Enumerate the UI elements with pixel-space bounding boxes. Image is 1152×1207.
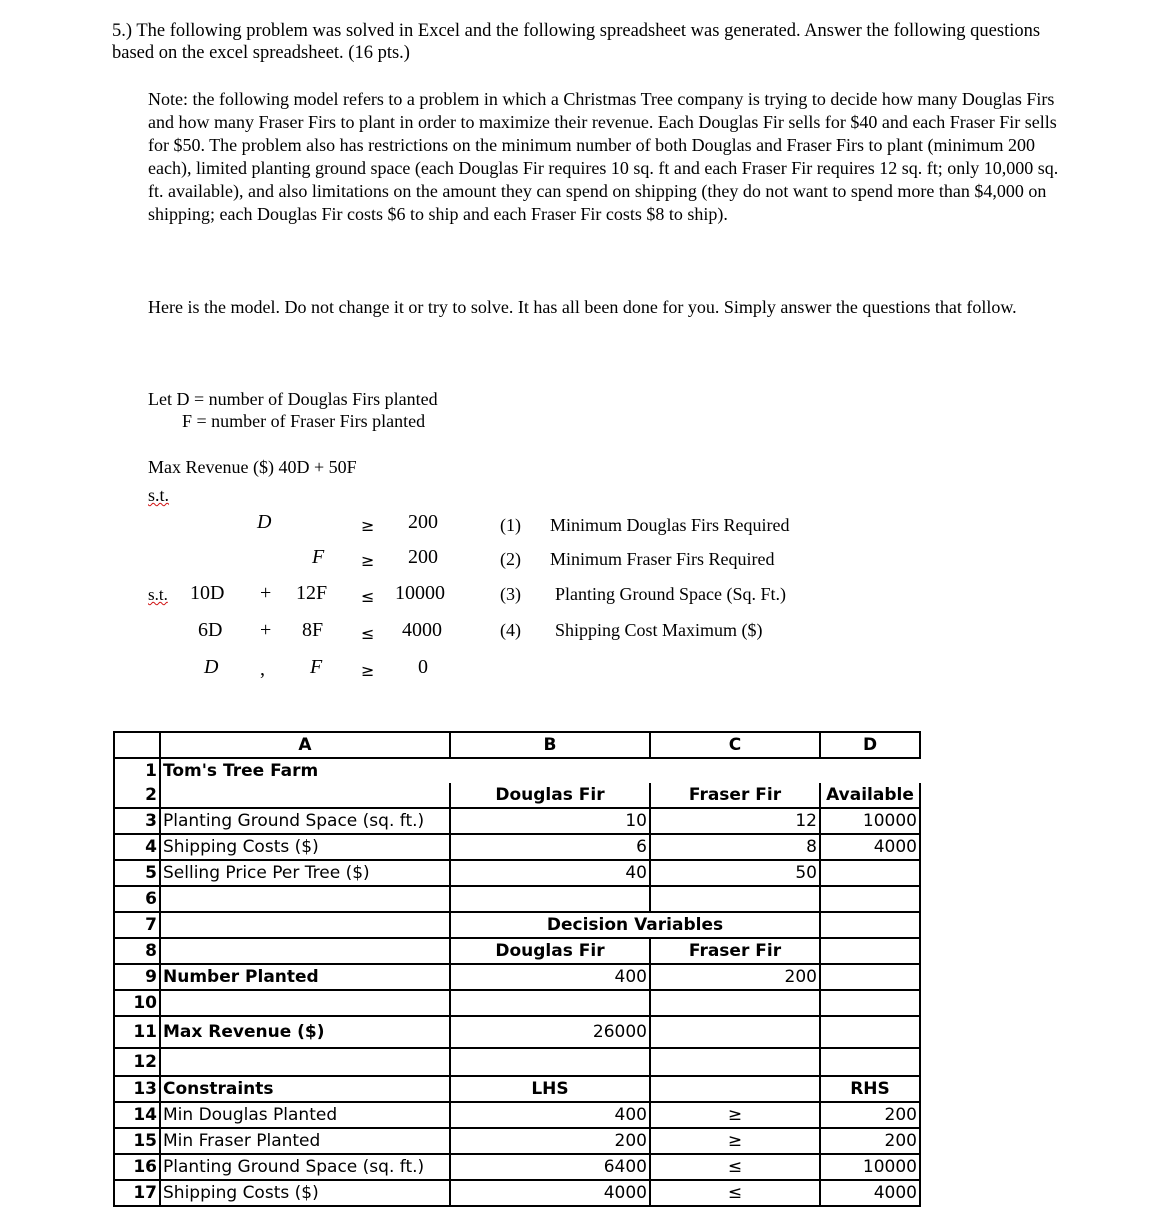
table-row xyxy=(114,1154,920,1180)
cell xyxy=(820,964,920,990)
cell xyxy=(160,912,450,938)
cell xyxy=(160,1048,450,1076)
c4-op: ≤ xyxy=(361,624,375,643)
table-row xyxy=(114,1076,920,1102)
cell xyxy=(160,990,450,1016)
c5-comma: , xyxy=(260,658,265,680)
cell: Fraser Fir xyxy=(650,938,820,964)
c3-description: Planting Ground Space (Sq. Ft.) xyxy=(555,584,786,604)
c1-op: ≥ xyxy=(361,516,375,535)
cell xyxy=(820,886,920,912)
row-number: 1 xyxy=(114,758,160,783)
table-row xyxy=(114,834,920,860)
c5-op: ≥ xyxy=(361,661,375,680)
c2-rhs: 200 xyxy=(408,546,438,568)
row-number: 3 xyxy=(114,808,160,834)
cell xyxy=(650,1016,820,1048)
table-row xyxy=(114,758,920,783)
cell xyxy=(650,1076,820,1102)
var-f-definition: F = number of Fraser Firs planted xyxy=(182,411,426,431)
cell xyxy=(450,886,650,912)
c3-rhs: 10000 xyxy=(395,582,445,604)
model-intro: Here is the model. Do not change it or try to solve. It has all been done for you. Simply answer the questions that follow. xyxy=(148,297,1017,317)
c2-number: (2) xyxy=(500,549,521,569)
c3-plus: + xyxy=(260,582,272,604)
variable-definitions xyxy=(148,388,438,432)
question-header: 5.) The following problem was solved in Excel and the following spreadsheet was generated. Answer the following questions based on the excel spreadsheet. (16 pts.) xyxy=(112,21,1041,63)
cell: 400 xyxy=(450,964,650,990)
cell xyxy=(450,1048,650,1076)
subject-to-label: s.t. xyxy=(148,485,170,505)
c4-term2: 8F xyxy=(302,619,324,641)
cell: ≥ xyxy=(650,1128,820,1154)
row-number: 11 xyxy=(114,1016,160,1048)
c2-op: ≥ xyxy=(361,551,375,570)
table-row xyxy=(114,1102,920,1128)
c2-lhs: F xyxy=(312,546,325,568)
spreadsheet-table xyxy=(113,731,921,1207)
cell: Number Planted xyxy=(160,964,450,990)
cell: 200 xyxy=(450,1128,650,1154)
column-b-header: B xyxy=(450,732,650,758)
problem-note: Note: the following model refers to a problem in which a Christmas Tree company is trying to decide how many Douglas Firs and how many Fraser Firs to plant in order to maximize their revenue. Each Douglas Fir sells for $40 and each Fraser Fir sells for $50. The problem also has restrictions on the minimum number of both Douglas and Fraser Firs to plant (minimum 200 each), limited planting ground space (each Douglas Fir requires 10 sq. ft and each Fraser Fir requires 12 sq. ft; only 10,000 sq. ft. available), and also limitations on the amount they can spend on shipping (they do not want to spend more than $4,000 on shipping; each Douglas Fir costs $6 to ship and each Fraser Fir costs $8 to ship). xyxy=(148,89,1059,224)
table-row xyxy=(114,808,920,834)
cell xyxy=(820,990,920,1016)
table-row xyxy=(114,783,920,808)
cell: LHS xyxy=(450,1076,650,1102)
cell: 400 xyxy=(450,1102,650,1128)
table-row xyxy=(114,1180,920,1206)
table-row xyxy=(114,1016,920,1048)
c3-number: (3) xyxy=(500,584,521,604)
cell: 8 xyxy=(650,834,820,860)
cell: Max Revenue ($) xyxy=(160,1016,450,1048)
c1-number: (1) xyxy=(500,515,521,535)
c4-number: (4) xyxy=(500,620,521,640)
cell: 40 xyxy=(450,860,650,886)
c3-op: ≤ xyxy=(361,587,375,606)
cell: 200 xyxy=(820,1102,920,1128)
table-row xyxy=(114,860,920,886)
cell xyxy=(820,912,920,938)
c3-term2: 12F xyxy=(296,582,328,604)
cell: 4000 xyxy=(820,1180,920,1206)
cell xyxy=(820,1048,920,1076)
cell: RHS xyxy=(820,1076,920,1102)
cell: 10000 xyxy=(820,808,920,834)
cell: 50 xyxy=(650,860,820,886)
row-number: 17 xyxy=(114,1180,160,1206)
table-row xyxy=(114,964,920,990)
c3-term1: 10D xyxy=(190,582,225,604)
cell xyxy=(450,990,650,1016)
c2-description: Minimum Fraser Firs Required xyxy=(550,549,775,569)
cell: Planting Ground Space (sq. ft.) xyxy=(160,1154,450,1180)
c1-lhs: D xyxy=(257,511,272,533)
cell: Constraints xyxy=(160,1076,450,1102)
row-number: 6 xyxy=(114,886,160,912)
row-number: 14 xyxy=(114,1102,160,1128)
c5-rhs: 0 xyxy=(418,656,428,678)
cell: ≤ xyxy=(650,1180,820,1206)
cell: 4000 xyxy=(820,834,920,860)
cell: Fraser Fir xyxy=(650,783,820,808)
c4-rhs: 4000 xyxy=(402,619,442,641)
row-number: 8 xyxy=(114,938,160,964)
cell: 6400 xyxy=(450,1154,650,1180)
table-row xyxy=(114,938,920,964)
row-number: 12 xyxy=(114,1048,160,1076)
cell xyxy=(160,938,450,964)
table-row xyxy=(114,912,920,938)
sheet-title: Tom's Tree Farm xyxy=(160,758,920,783)
row-number: 13 xyxy=(114,1076,160,1102)
cell: 26000 xyxy=(450,1016,650,1048)
table-row xyxy=(114,990,920,1016)
cell xyxy=(820,938,920,964)
cell: Planting Ground Space (sq. ft.) xyxy=(160,808,450,834)
table-row xyxy=(114,1128,920,1154)
cell: Douglas Fir xyxy=(450,783,650,808)
cell xyxy=(160,886,450,912)
row-number: 16 xyxy=(114,1154,160,1180)
cell: 200 xyxy=(820,1128,920,1154)
cell: 12 xyxy=(650,808,820,834)
row-number: 10 xyxy=(114,990,160,1016)
cell: ≥ xyxy=(650,1102,820,1128)
cell: 10000 xyxy=(820,1154,920,1180)
cell: Shipping Costs ($) xyxy=(160,834,450,860)
cell: Min Fraser Planted xyxy=(160,1128,450,1154)
c5-var-d: D xyxy=(204,656,219,678)
cell xyxy=(820,860,920,886)
row-number: 15 xyxy=(114,1128,160,1154)
table-row xyxy=(114,886,920,912)
row-number: 5 xyxy=(114,860,160,886)
cell: ≤ xyxy=(650,1154,820,1180)
cell: Shipping Costs ($) xyxy=(160,1180,450,1206)
c1-description: Minimum Douglas Firs Required xyxy=(550,515,790,535)
c1-rhs: 200 xyxy=(408,511,438,533)
cell xyxy=(650,1048,820,1076)
cell: 200 xyxy=(650,964,820,990)
cell: 6 xyxy=(450,834,650,860)
cell xyxy=(650,990,820,1016)
excel-spreadsheet xyxy=(113,731,921,1207)
cell xyxy=(160,783,450,808)
objective-function: Max Revenue ($) 40D + 50F xyxy=(148,457,357,477)
row-number: 7 xyxy=(114,912,160,938)
cell: Douglas Fir xyxy=(450,938,650,964)
cell: 4000 xyxy=(450,1180,650,1206)
row-number: 9 xyxy=(114,964,160,990)
c5-var-f: F xyxy=(310,656,323,678)
column-d-header: D xyxy=(820,732,920,758)
var-d-definition: Let D = number of Douglas Firs planted xyxy=(148,389,438,409)
c4-description: Shipping Cost Maximum ($) xyxy=(555,620,763,640)
cell: Min Douglas Planted xyxy=(160,1102,450,1128)
row-number: 4 xyxy=(114,834,160,860)
table-row xyxy=(114,1048,920,1076)
cell xyxy=(650,886,820,912)
decision-variables-heading: Decision Variables xyxy=(450,912,820,938)
cell: 10 xyxy=(450,808,650,834)
row-number: 2 xyxy=(114,783,160,808)
c3-st-label: s.t. xyxy=(148,585,168,604)
c4-term1: 6D xyxy=(198,619,223,641)
cell xyxy=(820,1016,920,1048)
cell: Selling Price Per Tree ($) xyxy=(160,860,450,886)
corner-cell xyxy=(114,732,160,758)
c4-plus: + xyxy=(260,619,272,641)
column-header-row xyxy=(114,732,920,758)
cell: Available xyxy=(820,783,920,808)
column-c-header: C xyxy=(650,732,820,758)
column-a-header: A xyxy=(160,732,450,758)
